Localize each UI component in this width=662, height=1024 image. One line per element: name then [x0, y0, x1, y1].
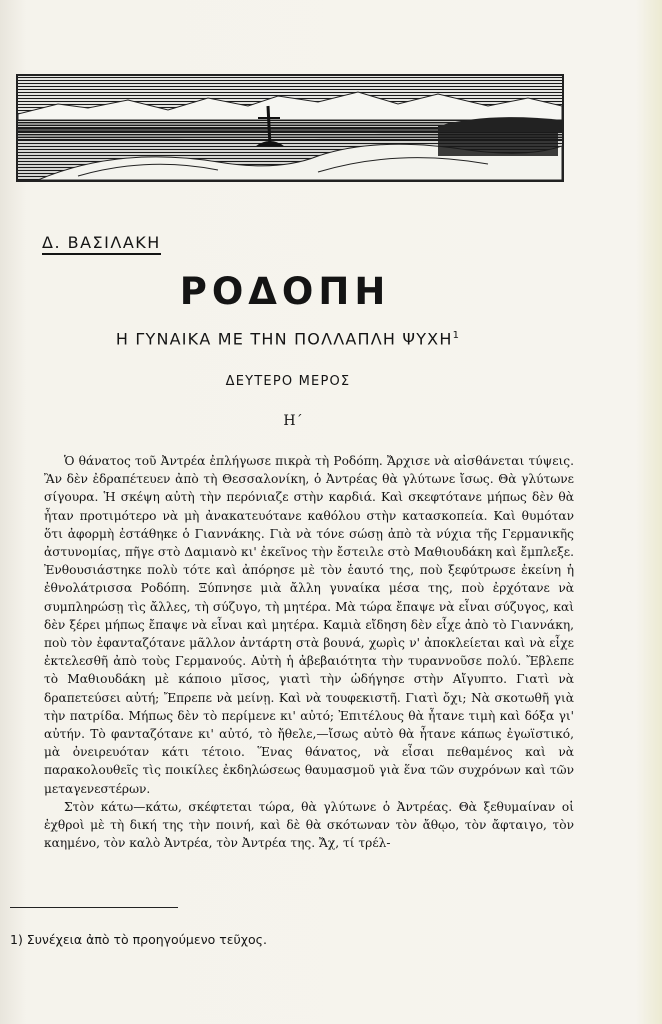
- part-heading: ΔΕΥΤΕΡΟ ΜΕΡΟΣ: [225, 374, 351, 389]
- article-body: [44, 452, 574, 852]
- header-landscape-illustration: [16, 74, 564, 182]
- article-title: ΡΟΔΟΠΗ: [179, 270, 391, 313]
- landscape-engraving-icon: [18, 76, 562, 180]
- body-paragraph: Στὸν κάτω—κάτω, σκέφτεται τώρα, θὰ γλύτωνε ὁ Ἀντρέας. Θὰ ξεθυμαίναν οἱ ἐχθροὶ μὲ τὴ δική της τὴν ποινή, καὶ δὲ θὰ σκότωναν τὸν ἄθῳο, τὸν ἄφταιγο, τὸν καημένο, τὸν καλὸ Ἀντρέα, τὸν Ἀντρέα της. Ἄχ, τί τρέλ-: [44, 799, 574, 851]
- chapter-number: Η΄: [283, 413, 303, 429]
- subtitle-text: Η ΓΥΝΑΙΚΑ ΜΕ ΤΗΝ ΠΟΛΛΑΠΛΗ ΨΥΧΗ: [115, 329, 453, 349]
- footnote: 1) Συνέχεια ἀπὸ τὸ προηγούμενο τεῦχος.: [10, 932, 267, 947]
- article-subtitle: [0, 326, 576, 349]
- footnote-divider: [10, 907, 178, 908]
- body-paragraph: Ὁ θάνατος τοῦ Ἀντρέα ἐπλήγωσε πικρὰ τὴ Ροδόπη. Ἄρχισε νὰ αἰσθάνεται τύψεις. Ἂν δὲν ἐδραπέτευεν ἀπὸ τὴ Θεσσαλονίκη, ὁ Ἀντρέας θὰ γλύτωνε ἴσως. Θὰ γλύτωνε σίγουρα. Ἡ σκέψη αὐτὴ τὴν περόνιαζε στὴν καρδιά. Καὶ σκεφτότανε μήπως δὲν θὰ ἦταν προτιμότερο νὰ μὴ ἀνακατευότανε καθόλου στὴν κατασκοπεία. Καὶ θυμόταν ὅτι ἀφορμὴ ἐστάθηκε ὁ Γιαννάκης. Γιὰ νὰ τόνε σώσῃ ἀπὸ τὰ νύχια τῆς Γερμανικῆς ἀστυνομίας, πῆγε στὸ Δαμιανὸ κι' ἐκεῖνος τὴν ἔστειλε στὸ Μαθιουδάκη καὶ ἔμπλεξε. Ἐνθουσιάστηκε πολὺ τότε καὶ ἀπόρησε μὲ τὸν ἑαυτό της, ποὺ ξεφύτρωσε ἐκείνη ἡ ἐθνολάτρισσα Ροδόπη. Ξύπνησε μιὰ ἄλλη γυναίκα μέσα της, ποὺ ἐρχότανε νὰ συμπληρώσῃ τὶς ἄλλες, τὴ σύζυγο, τὴ μητέρα. Μὰ τώρα ἔπαψε νὰ εἶναι σύζυγος, καὶ δὲν ξέρει μήπως ἔπαψε νὰ εἶναι καὶ μητέρα. Καμιὰ εἴδηση δὲν εἶχε ἀπὸ τὸ Γιαννάκη, ποὺ τὸν ἐφανταζότανε μᾶλλον ἀντάρτη στὰ βουνά, χωρὶς ν' ἀποκλείεται καὶ νὰ εἶχε ἐκτελεσθῆ ἀπὸ τοὺς Γερμανούς. Αὐτὴ ἡ ἀβεβαιότητα τὴν τυραννοῦσε πολύ. Ἔβλεπε τὸ Μαθιουδάκη μὲ κάποιο μῖσος, γιατὶ τὴν ὡδήγησε στὴν Αἴγυπτο. Γιατὶ νὰ δραπετεύσει αὐτή; Ἔπρεπε νὰ μείνῃ. Καὶ νὰ τουφεκιστῆ. Γιατὶ ὄχι; Νὰ σκοτωθῆ γιὰ τὴν πατρίδα. Μήπως δὲν τὸ περίμενε κι' αὐτό; Ἐπιτέλους θὰ ἦτανε τιμὴ καὶ δόξα γι' αὐτήν. Τὸ φανταζότανε κι' αὐτό, τὸ ἤθελε,—ἴσως αὐτὸ θὰ ἦτανε κάπως ἐγωϊστικό, μὰ ὀνειρευόταν κάτι τέτοιο. Ἕνας θάνατος, νὰ εἶσαι πεθαμένος καὶ νὰ παρακολουθεῖς τὶς ποικίλες ἐκδηλώσεως θαυμασμοῦ γιὰ ἕνα τῶν συχρόνων καὶ τῶν μεταγενεστέρων.: [44, 454, 574, 796]
- footnote-marker: 1: [452, 330, 461, 341]
- author-name: Δ. ΒΑΣΙΛΑΚΗ: [42, 234, 161, 255]
